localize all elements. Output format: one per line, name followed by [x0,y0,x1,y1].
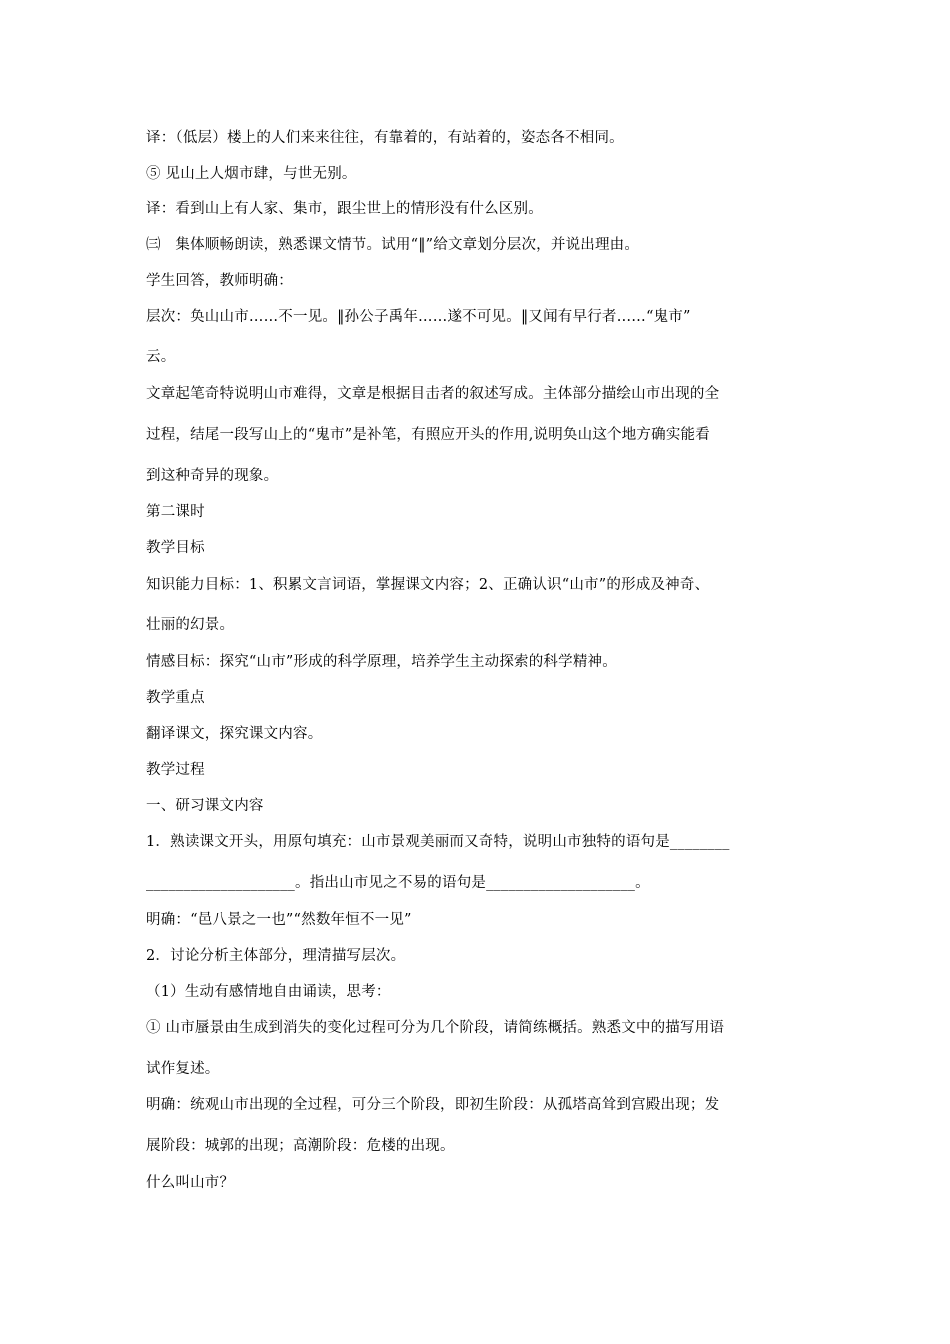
text-line: 云。 [146,349,176,365]
text-line: 译：看到山上有人家、集市，跟尘世上的情形没有什么区别。 [146,201,543,217]
text-line: （1）生动有感情地自由诵读，思考： [146,984,391,1000]
section-heading: 第二课时 [146,504,205,520]
section-heading: 教学过程 [146,762,205,778]
text-line: ⑤ 见山上人烟市肆，与世无别。 [146,166,357,182]
text-line: 明确：统观山市出现的全过程，可分三个阶段，即初生阶段：从孤塔高耸到宫殿出现；发 [146,1097,720,1113]
section-heading: 一、研习课文内容 [146,798,264,814]
text-line: ① 山市蜃景由生成到消失的变化过程可分为几个阶段，请简练概括。熟悉文中的描写用语 [146,1020,725,1036]
text-line: 情感目标：探究“山市”形成的科学原理，培养学生主动探索的科学精神。 [146,654,617,670]
text-line: ㈢ 集体顺畅朗读，熟悉课文情节。试用“‖”给文章划分层次，并说出理由。 [146,237,640,253]
text-line: 壮丽的幻景。 [146,617,235,633]
text-line: 过程，结尾一段写山上的“鬼市”是补笔，有照应开头的作用,说明奂山这个地方确实能看 [146,427,710,443]
text-line: 知识能力目标：1、积累文言词语，掌握课文内容；2、正确认识“山市”的形成及神奇、 [146,577,710,593]
text-line: 试作复述。 [146,1061,220,1077]
text-line: 1．熟读课文开头，用原句填充：山市景观美丽而又奇特，说明山市独特的语句是________ [146,834,730,850]
text-line: 层次：奂山山市……不一见。‖孙公子禹年……遂不可见。‖又闻有早行者……“鬼市” [146,309,691,325]
text-line: 什么叫山市？ [146,1175,235,1191]
text-line: 学生回答，教师明确： [146,273,293,289]
text-line: 2．讨论分析主体部分，理清描写层次。 [146,948,406,964]
text-line: 明确：“邑八景之一也”“然数年恒不一见” [146,912,412,928]
section-heading: 教学目标 [146,540,205,556]
text-line: 文章起笔奇特说明山市难得，文章是根据目击者的叙述写成。主体部分描绘山市出现的全 [146,386,720,402]
text-line: 展阶段：城郭的出现；高潮阶段：危楼的出现。 [146,1138,455,1154]
text-line: ____________________。指出山市见之不易的语句是____________________。 [146,875,650,891]
text-line: 翻译课文，探究课文内容。 [146,726,323,742]
section-heading: 教学重点 [146,690,205,706]
text-line: 译：（低层）楼上的人们来来往往，有靠着的，有站着的，姿态各不相同。 [146,130,624,146]
text-line: 到这种奇异的现象。 [146,468,279,484]
